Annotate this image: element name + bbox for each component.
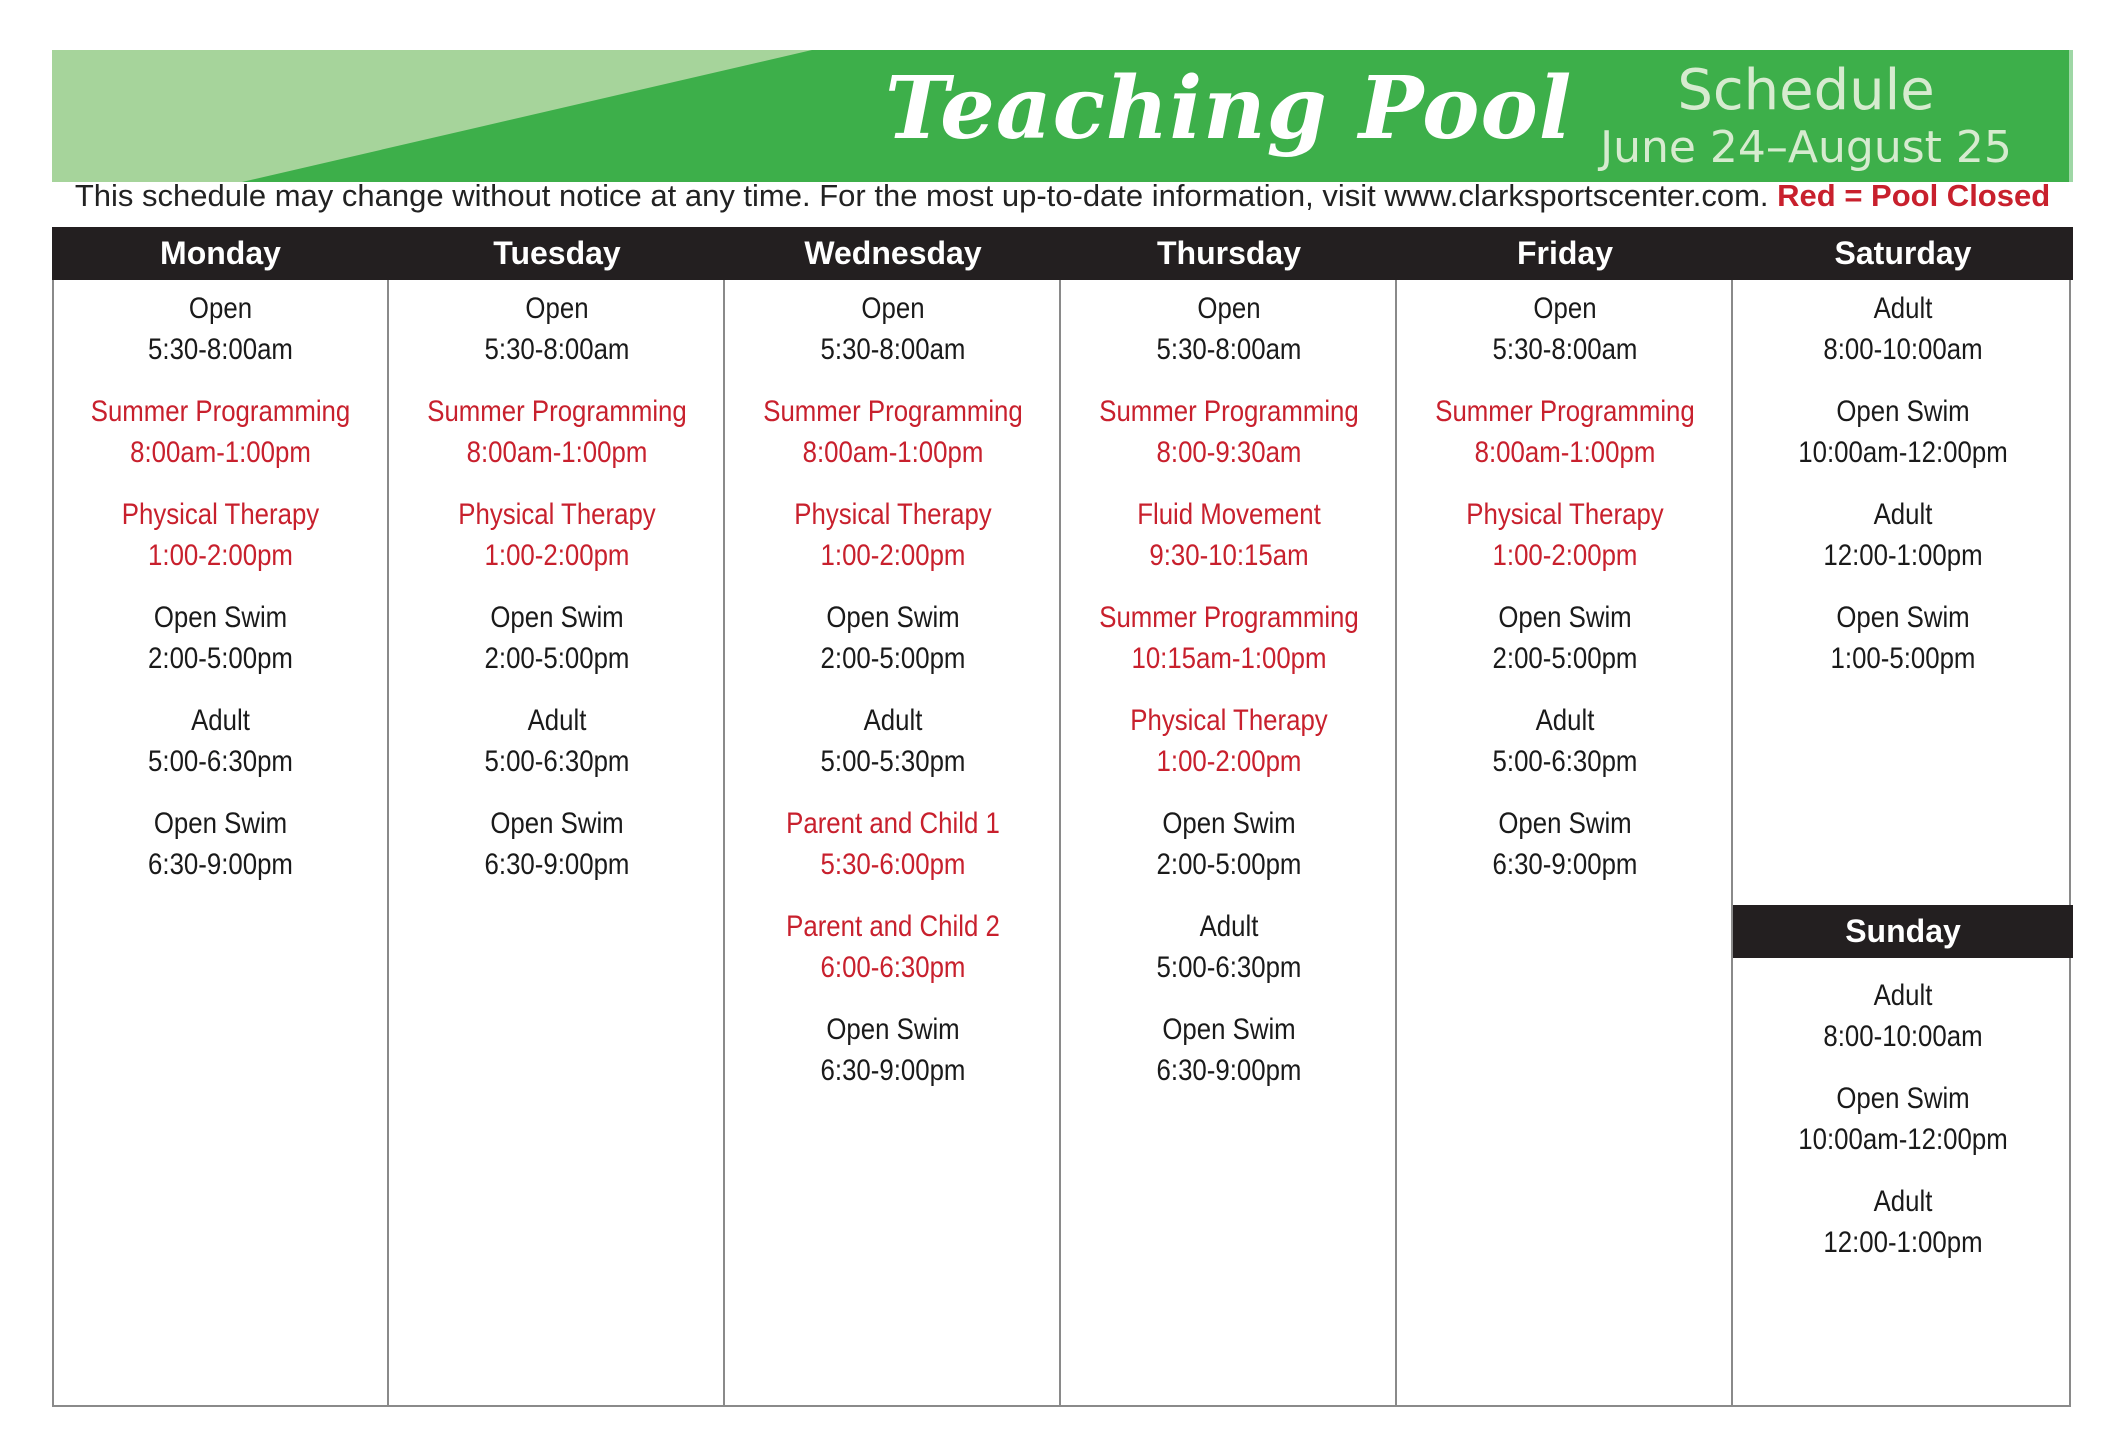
schedule-list-thursday	[1061, 288, 1397, 1112]
activity-time: 5:30-8:00am	[820, 333, 966, 366]
schedule-list-sunday	[1733, 975, 2073, 1284]
banner-edge	[2069, 50, 2073, 182]
activity-time: 5:30-6:00pm	[820, 848, 966, 881]
activity-time: 2:00-5:00pm	[820, 642, 966, 675]
schedule-entry	[1733, 597, 2073, 679]
activity-time: 5:30-8:00am	[1156, 333, 1302, 366]
activity-time: 6:30-9:00pm	[1492, 848, 1638, 881]
activity-time: 1:00-2:00pm	[820, 539, 966, 572]
activity-time: 5:00-5:30pm	[820, 745, 966, 778]
schedule-entry-closed	[389, 391, 725, 473]
schedule-dates: June 24–August 25	[1600, 122, 2012, 173]
day-header-wednesday: Wednesday	[725, 227, 1061, 280]
activity-time: 1:00-2:00pm	[1492, 539, 1638, 572]
day-header-thursday: Thursday	[1061, 227, 1397, 280]
schedule-entry	[1061, 1009, 1397, 1091]
activity-name: Open Swim	[1836, 1082, 1970, 1115]
activity-name: Adult	[1199, 910, 1259, 943]
schedule-entry-closed	[1061, 391, 1397, 473]
day-header-tuesday: Tuesday	[389, 227, 725, 280]
activity-name: Adult	[191, 704, 250, 737]
activity-name: Open Swim	[1162, 1013, 1296, 1046]
activity-time: 5:30-8:00am	[484, 333, 630, 366]
schedule-entry-closed	[1061, 700, 1397, 782]
schedule-entry-closed	[725, 494, 1061, 576]
schedule-entry	[725, 700, 1061, 782]
activity-time: 8:00-10:00am	[1823, 1020, 1983, 1053]
schedule-label: Schedule	[1677, 58, 1935, 123]
schedule-notice	[52, 178, 2073, 214]
activity-name: Summer Programming	[1099, 601, 1359, 634]
day-header-saturday: Saturday	[1733, 227, 2073, 280]
schedule-entry	[725, 597, 1061, 679]
schedule-entry-closed	[1397, 391, 1733, 473]
schedule-entry	[1733, 288, 2073, 370]
activity-time: 1:00-2:00pm	[1156, 745, 1302, 778]
day-header-monday: Monday	[52, 227, 389, 280]
activity-time: 1:00-2:00pm	[148, 539, 293, 572]
activity-time: 5:00-6:30pm	[1156, 951, 1302, 984]
activity-time: 8:00am-1:00pm	[1474, 436, 1656, 469]
notice-text: This schedule may change without notice at any time. For the most up-to-date information, visit www.clarksportscenter.com.	[74, 178, 1769, 213]
activity-time: 8:00-9:30am	[1156, 436, 1302, 469]
schedule-entry-closed	[1061, 597, 1397, 679]
schedule-entry	[389, 597, 725, 679]
activity-time: 10:15am-1:00pm	[1131, 642, 1327, 675]
activity-time: 6:30-9:00pm	[148, 848, 293, 881]
activity-time: 10:00am-12:00pm	[1798, 436, 2008, 469]
activity-time: 1:00-2:00pm	[484, 539, 630, 572]
schedule-entry-closed	[725, 906, 1061, 988]
schedule-entry-closed	[725, 803, 1061, 885]
activity-name: Open	[525, 292, 589, 325]
schedule-entry	[52, 700, 389, 782]
schedule-entry-closed	[389, 494, 725, 576]
schedule-entry	[1733, 975, 2073, 1057]
activity-time: 2:00-5:00pm	[484, 642, 630, 675]
activity-name: Physical Therapy	[794, 498, 992, 531]
schedule-entry	[52, 803, 389, 885]
activity-name: Open Swim	[826, 1013, 960, 1046]
schedule-entry	[1061, 803, 1397, 885]
activity-name: Parent and Child 1	[786, 807, 1000, 840]
schedule-entry-closed	[725, 391, 1061, 473]
activity-name: Open Swim	[1498, 807, 1632, 840]
schedule-list-tuesday	[389, 288, 725, 906]
activity-time: 12:00-1:00pm	[1823, 539, 1983, 572]
activity-time: 5:00-6:30pm	[484, 745, 630, 778]
schedule-entry	[1733, 494, 2073, 576]
activity-time: 8:00am-1:00pm	[130, 436, 311, 469]
schedule-entry	[52, 597, 389, 679]
activity-time: 12:00-1:00pm	[1823, 1226, 1983, 1259]
schedule-entry	[1061, 906, 1397, 988]
activity-name: Summer Programming	[763, 395, 1023, 428]
activity-time: 8:00-10:00am	[1823, 333, 1983, 366]
schedule-list-monday	[52, 288, 389, 906]
activity-name: Open Swim	[1836, 395, 1970, 428]
schedule-entry	[389, 700, 725, 782]
activity-name: Summer Programming	[1099, 395, 1359, 428]
activity-name: Fluid Movement	[1137, 498, 1321, 531]
activity-time: 5:30-8:00am	[1492, 333, 1638, 366]
activity-time: 5:00-6:30pm	[148, 745, 293, 778]
activity-name: Open Swim	[1498, 601, 1632, 634]
schedule-list-friday	[1397, 288, 1733, 906]
activity-time: 9:30-10:15am	[1149, 539, 1309, 572]
schedule-entry	[1733, 1078, 2073, 1160]
activity-time: 1:00-5:00pm	[1830, 642, 1976, 675]
activity-time: 2:00-5:00pm	[1156, 848, 1302, 881]
schedule-entry	[1397, 597, 1733, 679]
activity-name: Adult	[1873, 292, 1933, 325]
schedule-entry-closed	[1061, 494, 1397, 576]
schedule-entry	[52, 288, 389, 370]
activity-time: 5:30-8:00am	[148, 333, 293, 366]
activity-name: Summer Programming	[1435, 395, 1695, 428]
schedule-entry-closed	[1397, 494, 1733, 576]
activity-name: Adult	[1873, 1185, 1933, 1218]
schedule-entry	[1397, 288, 1733, 370]
activity-name: Open Swim	[826, 601, 960, 634]
activity-name: Summer Programming	[427, 395, 687, 428]
schedule-entry	[1397, 700, 1733, 782]
activity-name: Physical Therapy	[458, 498, 656, 531]
activity-name: Adult	[863, 704, 923, 737]
activity-name: Open Swim	[153, 601, 288, 634]
activity-name: Adult	[1873, 498, 1933, 531]
schedule-entry	[389, 288, 725, 370]
activity-time: 8:00am-1:00pm	[802, 436, 984, 469]
activity-name: Open Swim	[153, 807, 288, 840]
day-header-friday: Friday	[1397, 227, 1733, 280]
schedule-entry-closed	[52, 391, 389, 473]
schedule-entry	[1061, 288, 1397, 370]
activity-time: 5:00-6:30pm	[1492, 745, 1638, 778]
activity-name: Open Swim	[490, 807, 624, 840]
schedule-entry-closed	[52, 494, 389, 576]
schedule-entry	[1397, 803, 1733, 885]
day-header-sunday: Sunday	[1733, 905, 2073, 958]
closed-legend: Red = Pool Closed	[1777, 178, 2051, 213]
schedule-list-wednesday	[725, 288, 1061, 1112]
page-title: Teaching Pool	[885, 58, 1573, 159]
activity-name: Open	[1533, 292, 1597, 325]
activity-name: Physical Therapy	[121, 498, 320, 531]
schedule-entry	[725, 1009, 1061, 1091]
activity-name: Open Swim	[1162, 807, 1296, 840]
activity-name: Physical Therapy	[1130, 704, 1328, 737]
activity-name: Adult	[1873, 979, 1933, 1012]
activity-time: 6:30-9:00pm	[820, 1054, 966, 1087]
activity-time: 2:00-5:00pm	[148, 642, 293, 675]
schedule-list-saturday	[1733, 288, 2073, 700]
activity-name: Summer Programming	[90, 395, 351, 428]
activity-name: Physical Therapy	[1466, 498, 1664, 531]
activity-name: Open Swim	[1836, 601, 1970, 634]
activity-name: Open	[188, 292, 253, 325]
activity-name: Open	[861, 292, 925, 325]
activity-name: Open Swim	[490, 601, 624, 634]
activity-time: 2:00-5:00pm	[1492, 642, 1638, 675]
activity-name: Adult	[527, 704, 587, 737]
activity-name: Parent and Child 2	[786, 910, 1000, 943]
activity-time: 8:00am-1:00pm	[466, 436, 648, 469]
activity-name: Open	[1197, 292, 1261, 325]
schedule-entry	[725, 288, 1061, 370]
activity-time: 6:30-9:00pm	[1156, 1054, 1302, 1087]
activity-time: 6:00-6:30pm	[820, 951, 966, 984]
schedule-entry	[1733, 391, 2073, 473]
activity-name: Adult	[1535, 704, 1595, 737]
activity-time: 10:00am-12:00pm	[1798, 1123, 2008, 1156]
activity-time: 6:30-9:00pm	[484, 848, 630, 881]
schedule-entry	[389, 803, 725, 885]
schedule-entry	[1733, 1181, 2073, 1263]
